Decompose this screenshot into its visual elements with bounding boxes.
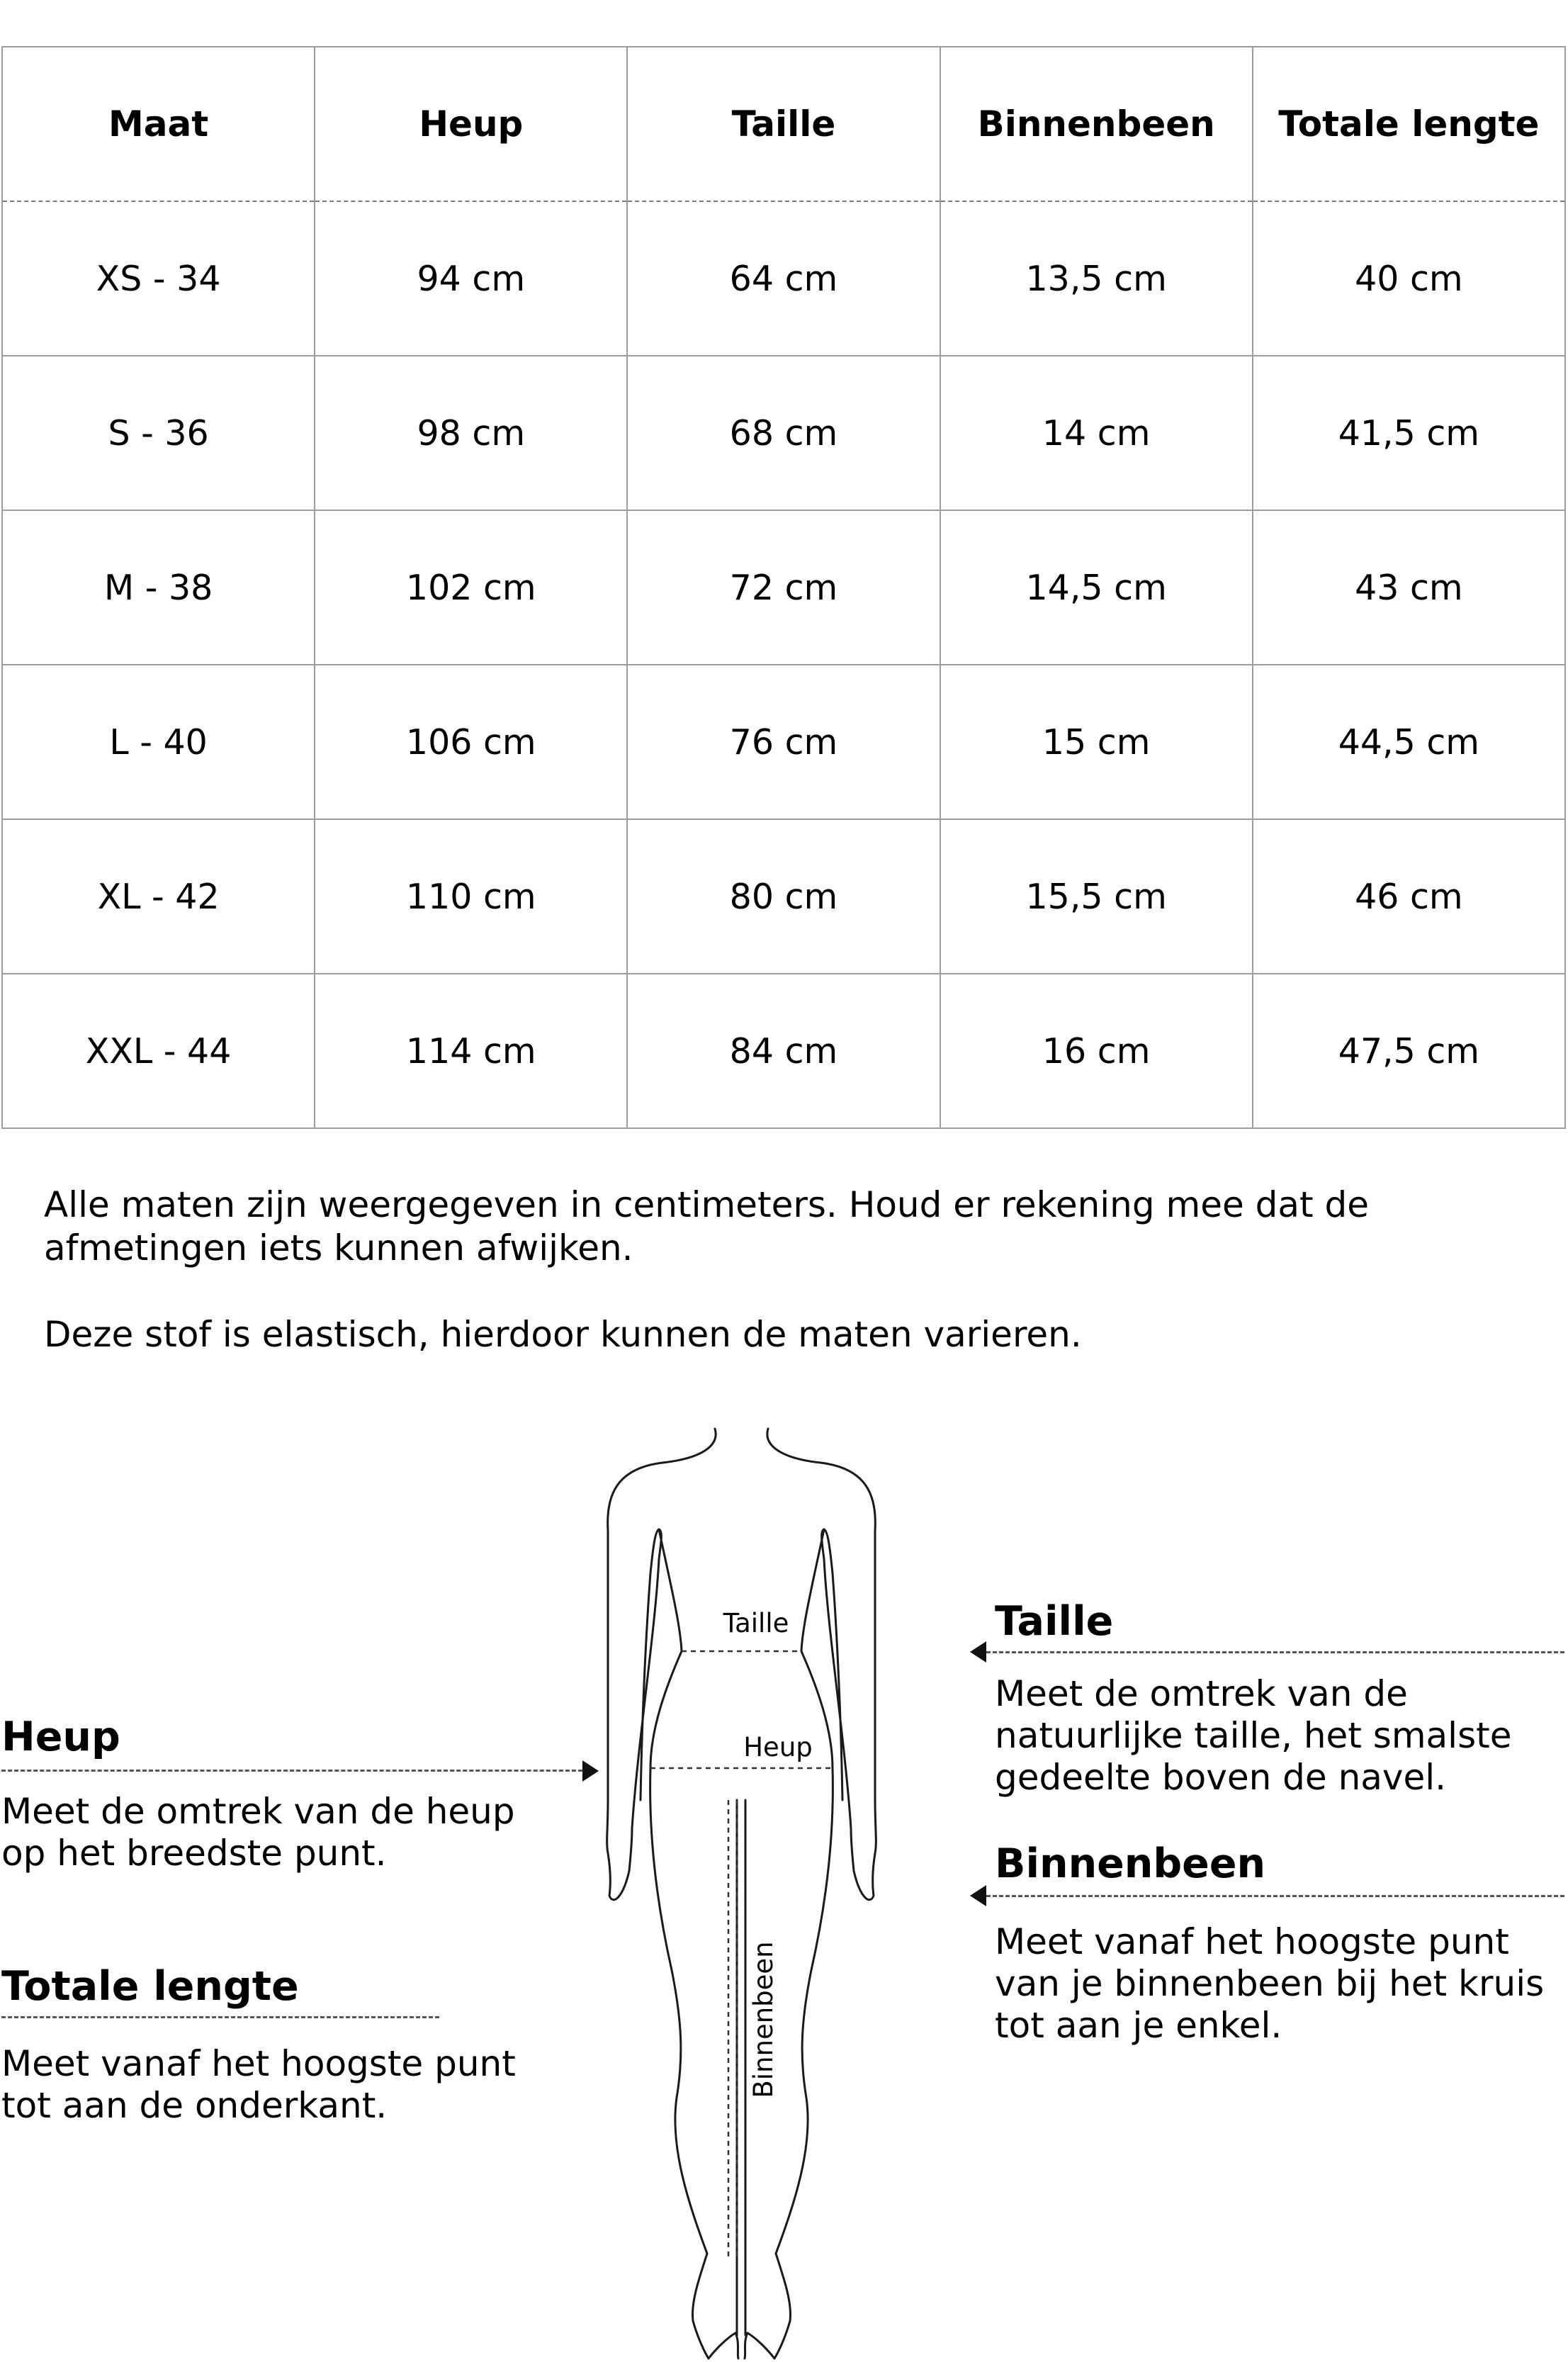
legend-taille-title: Taille [995, 1598, 1114, 1645]
table-cell: 43 cm [1253, 510, 1565, 665]
table-cell: 98 cm [315, 356, 627, 510]
table-cell: 106 cm [315, 665, 627, 819]
figure-neck-right [767, 1429, 820, 1463]
table-cell: 40 cm [1253, 201, 1565, 356]
table-cell: 80 cm [627, 819, 940, 974]
figure-right-foot [745, 2333, 774, 2358]
table-cell: 64 cm [627, 201, 940, 356]
table-cell: 14,5 cm [940, 510, 1253, 665]
table-cell: 15,5 cm [940, 819, 1253, 974]
figure-right-leg-outer [774, 1768, 833, 2358]
table-cell: 15 cm [940, 665, 1253, 819]
header-heup: Heup [315, 47, 627, 201]
taille-arrow-icon [970, 1641, 986, 1663]
table-cell: XS - 34 [2, 201, 315, 356]
table-cell: 14 cm [940, 356, 1253, 510]
table-cell: 68 cm [627, 356, 940, 510]
heup-arrow-icon [582, 1760, 599, 1782]
note-elastic-fabric: Deze stof is elastisch, hierdoor kunnen de maten varieren. [44, 1314, 1082, 1355]
table-cell: 102 cm [315, 510, 627, 665]
legend-binnenbeen [995, 1840, 1562, 1887]
legend-taille [995, 1598, 1562, 1645]
table-cell: 41,5 cm [1253, 356, 1565, 510]
legend-totale-lengte-body [1, 2043, 554, 2127]
table-cell: 13,5 cm [940, 201, 1253, 356]
table-cell: 46 cm [1253, 819, 1565, 974]
legend-totale-lengte [1, 1963, 568, 2010]
table-cell: 16 cm [940, 974, 1253, 1128]
figure-right-arm-inner [822, 1529, 851, 1828]
table-cell: 114 cm [315, 974, 627, 1128]
table-cell: M - 38 [2, 510, 315, 665]
legend-totale-lengte-title: Totale lengte [1, 1963, 299, 2010]
header-totale-lengte: Totale lengte [1253, 47, 1565, 201]
note-measurements: Alle maten zijn weergegeven in centimeters. Houd er rekening mee dat de afmetingen iets kunnen afwijken. [44, 1184, 1369, 1269]
table-cell: 44,5 cm [1253, 665, 1565, 819]
figure-right-hand [851, 1828, 875, 1900]
figure-label-binnenbeen: Binnenbeen [748, 1941, 779, 2098]
legend-binnenbeen-body [995, 1921, 1562, 2047]
table-cell: 72 cm [627, 510, 940, 665]
table-cell: 47,5 cm [1253, 974, 1565, 1128]
table-cell: 84 cm [627, 974, 940, 1128]
legend-heup-body [1, 1791, 568, 1874]
figure-neck-left [662, 1429, 716, 1463]
figure-label-taille: Taille [723, 1608, 789, 1638]
legend-taille-rule [986, 1651, 1564, 1653]
legend-binnenbeen-title: Binnenbeen [995, 1840, 1266, 1887]
legend-heup-text: Meet de omtrek van de heup op het breedste punt. [1, 1791, 515, 1874]
table-cell: 94 cm [315, 201, 627, 356]
table-cell: XXL - 44 [2, 974, 315, 1128]
figure-torso-left [650, 1529, 682, 1768]
header-binnenbeen: Binnenbeen [940, 47, 1253, 201]
legend-taille-body [995, 1673, 1562, 1799]
legend-heup [1, 1714, 568, 1760]
table-cell: 110 cm [315, 819, 627, 974]
legend-taille-text: Meet de omtrek van de natuurlijke taille, het smalste gedeelte boven de navel. [995, 1673, 1512, 1798]
legend-heup-title: Heup [1, 1714, 120, 1760]
legend-binnenbeen-rule [986, 1895, 1564, 1897]
table-cell: 76 cm [627, 665, 940, 819]
legend-totale-lengte-rule [1, 2016, 439, 2018]
table-cell: XL - 42 [2, 819, 315, 974]
header-maat: Maat [2, 47, 315, 201]
figure-left-hand [608, 1828, 632, 1900]
figure-left-leg-outer [650, 1768, 709, 2358]
figure-left-arm-inner [632, 1529, 661, 1828]
table-cell: L - 40 [2, 665, 315, 819]
legend-totale-lengte-text: Meet vanaf het hoogste punt tot aan de onderkant. [1, 2043, 516, 2126]
legend-heup-rule [1, 1770, 582, 1772]
binnenbeen-arrow-icon [970, 1885, 986, 1906]
table-cell: S - 36 [2, 356, 315, 510]
header-taille: Taille [627, 47, 940, 201]
figure-label-heup: Heup [743, 1732, 813, 1762]
legend-binnenbeen-text: Meet vanaf het hoogste punt van je binnenbeen bij het kruis tot aan je enkel. [995, 1921, 1545, 2046]
figure-left-foot [709, 2333, 738, 2358]
